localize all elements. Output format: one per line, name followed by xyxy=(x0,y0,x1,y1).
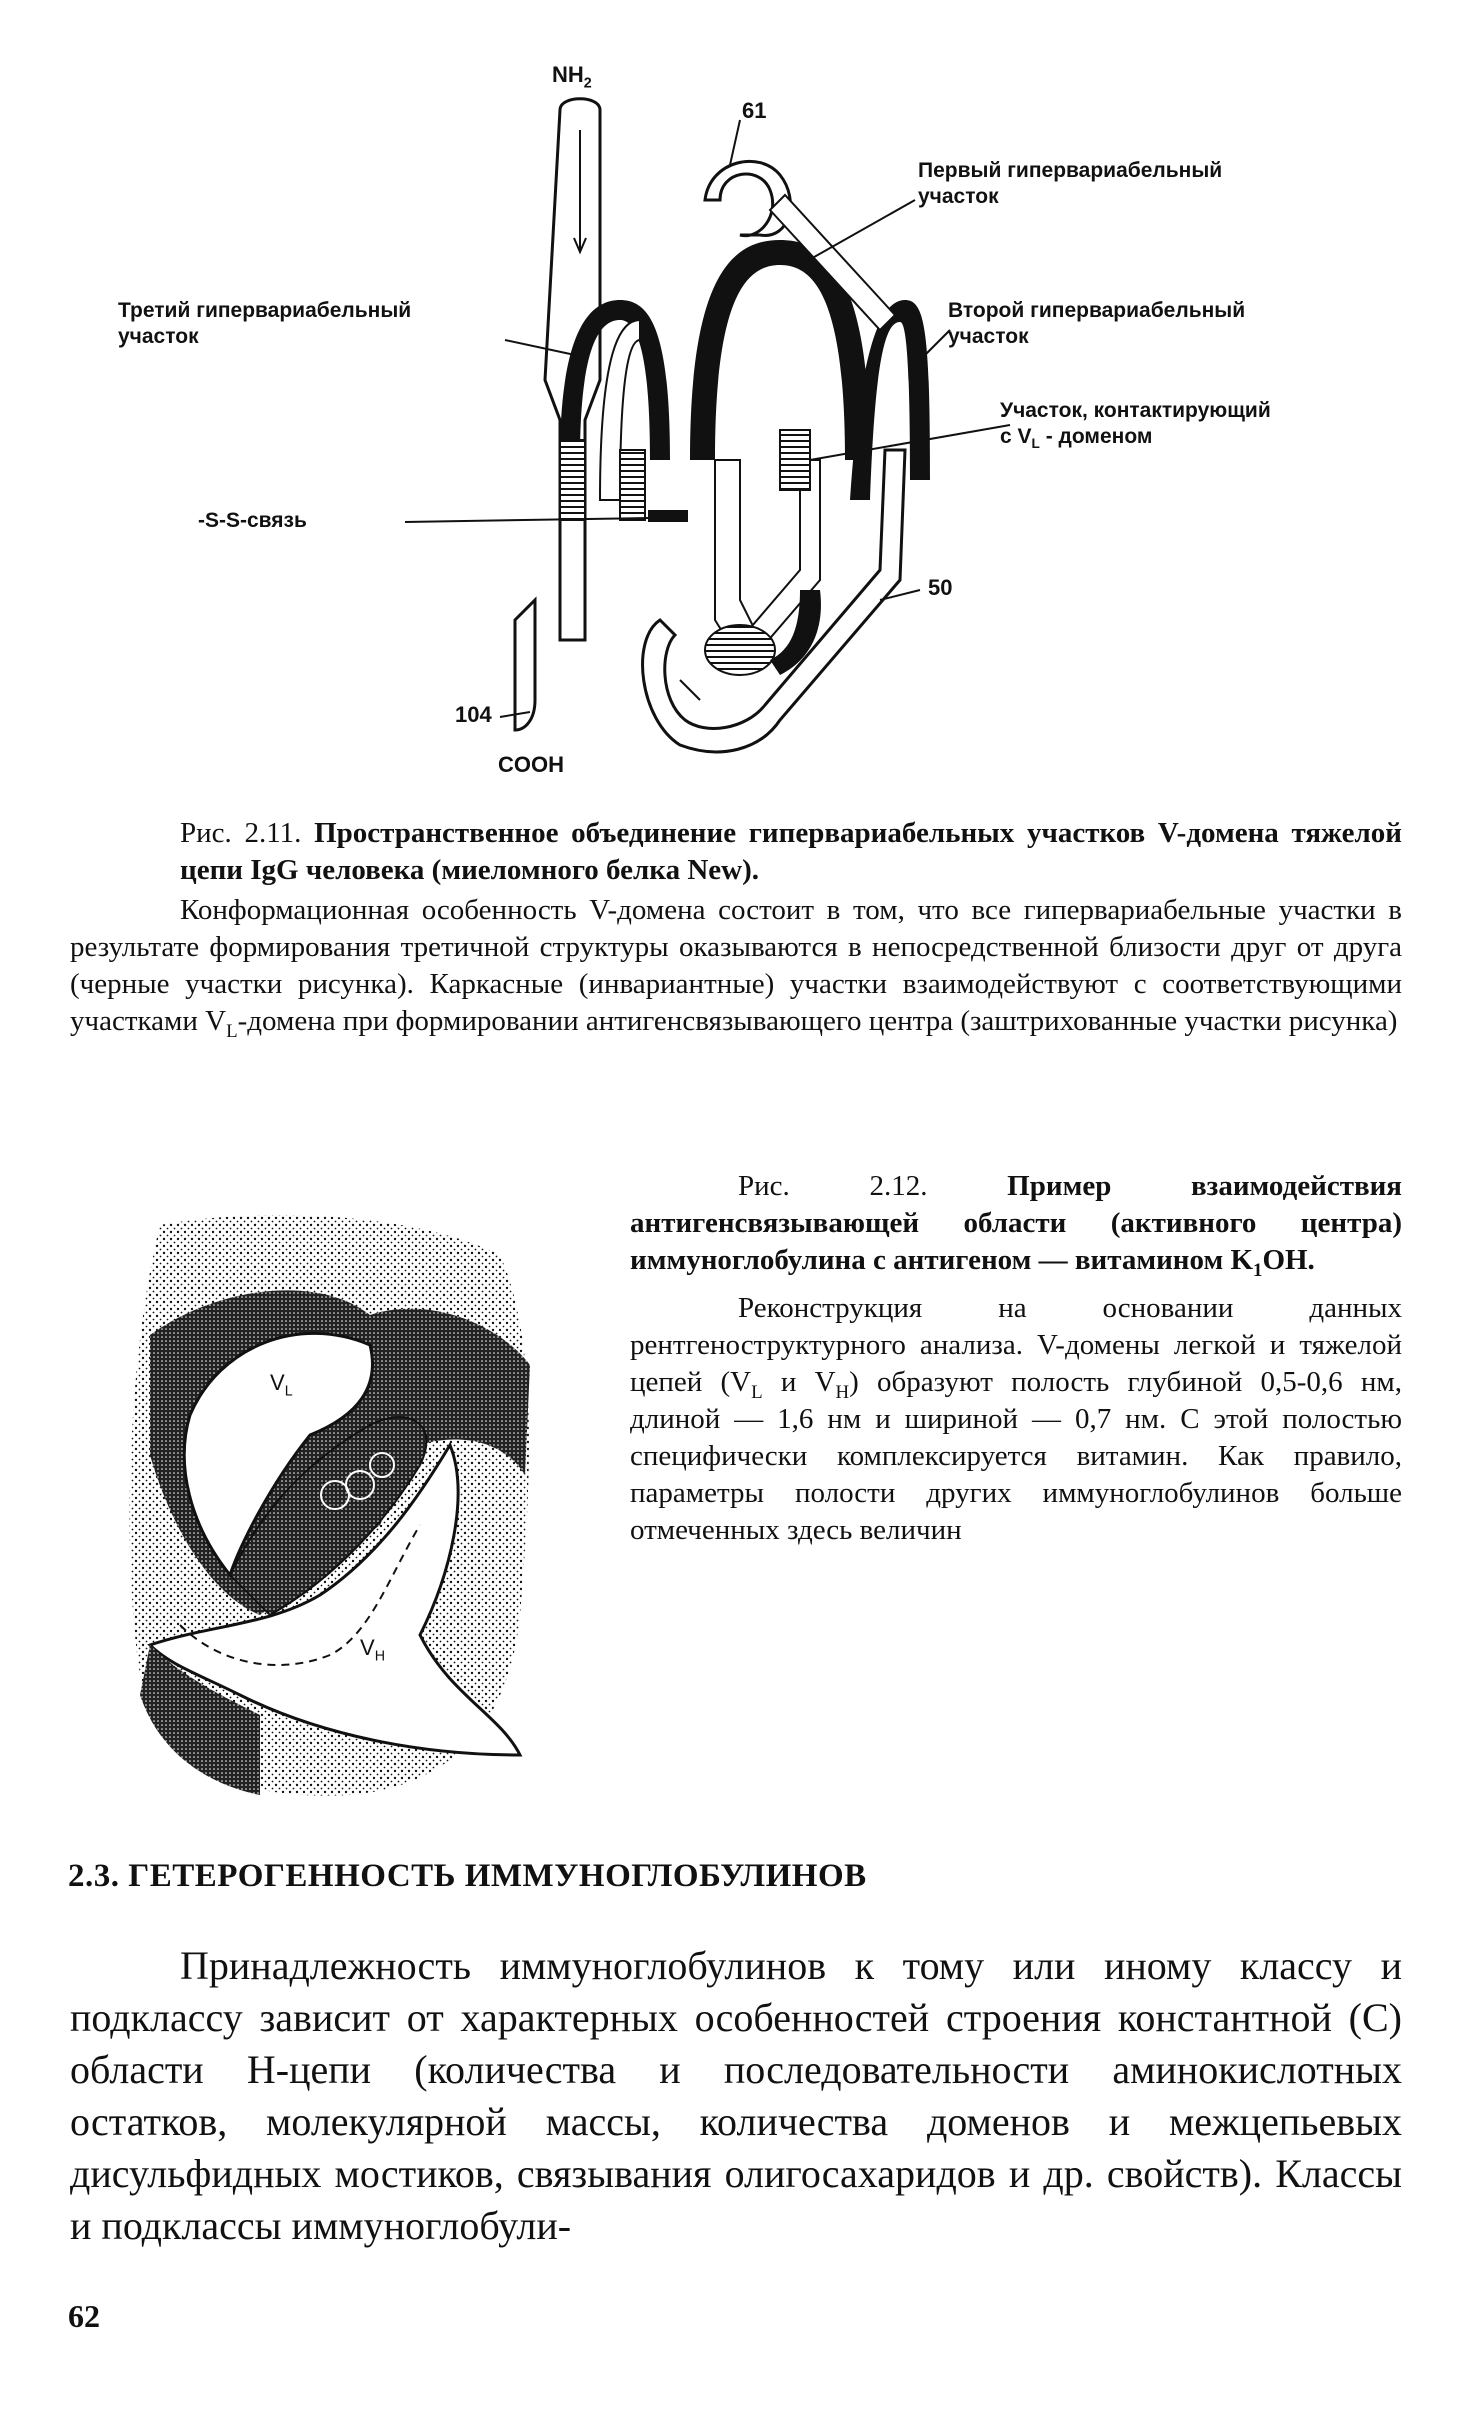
figure-2-12 xyxy=(120,1195,550,1810)
label-second-hypervariable xyxy=(948,298,1245,350)
label-third-hypervariable xyxy=(118,298,411,350)
caption-2-12-title: Пример взаимодействия антигенсвязывающей области (активного центра) иммуноглобулина с антигеном — витамином $K_1OH$. xyxy=(630,1170,1402,1281)
caption-2-11-title: Пространственное объединение гипервариабельных участков V-домена тяжелой цепи IgG человека (миеломного белка New). xyxy=(180,817,1403,886)
label-third-hypervariable-line2: участок xyxy=(118,325,199,348)
label-vh: $V_H$ xyxy=(360,1635,386,1665)
caption-2-11-number: Рис. 2.11. xyxy=(180,817,302,849)
figure-2-11 xyxy=(0,0,1480,800)
figure-2-12-drawing xyxy=(120,1195,550,1810)
label-first-hypervariable xyxy=(918,158,1222,210)
label-vl: $V_L$ xyxy=(270,1370,293,1400)
label-nh2: $NH_2$ xyxy=(552,62,592,92)
label-first-hypervariable-line2: участок xyxy=(918,185,999,208)
caption-2-12-number: Рис. 2.12. xyxy=(738,1170,928,1202)
label-second-hypervariable-line1: Второй гипервариабельный xyxy=(948,299,1246,322)
figure-2-12-description: Реконструкция на основании данных рентгеноструктурного анализа. V-домены легкой и тяжелой цепей ($V_L$ и $V_H$) образуют полость глубиной 0,5-0,6 нм, длиной — 1,6 нм и шириной — 0,7 нм. С этой полостью специфически комплексируется витамин. Как правило, параметры полости других иммуноглобулинов больше отмеченных здесь величин xyxy=(630,1292,1402,1546)
label-first-hypervariable-line1: Первый гипервариабельный xyxy=(918,159,1223,182)
figure-2-12-caption xyxy=(630,1168,1402,1279)
label-contact-region-line1: Участок, контактирующий xyxy=(1000,399,1271,422)
figure-2-11-caption xyxy=(180,815,1402,889)
label-second-hypervariable-line2: участок xyxy=(948,325,1029,348)
section-heading: 2.3. ГЕТЕРОГЕННОСТЬ ИММУНОГЛОБУЛИНОВ xyxy=(68,1858,867,1894)
label-contact-region-line2: с $V_L$ - доменом xyxy=(1000,425,1153,452)
section-body: Принадлежность иммуноглобулинов к тому или иному классу и подклассу зависит от характерных особенностей строения константной (С) области Н-цепи (количества и последовательности аминокислотных остатков, молекулярной массы, количества доменов и межцепьевых дисульфидных мостиков, связывания олигосахаридов и др. свойств). Классы и подклассы иммуноглобули- xyxy=(70,1943,1402,2248)
label-third-hypervariable-line1: Третий гипервариабельный xyxy=(118,299,412,322)
label-ss-bond: -S-S-связь xyxy=(198,509,307,532)
page-number: 62 xyxy=(68,2298,100,2334)
label-104: 104 xyxy=(455,702,492,727)
label-contact-region xyxy=(1000,398,1271,450)
figure-2-11-description: Конформационная особенность V-домена состоит в том, что все гипервариабельные участки в результате формирования третичной структуры оказываются в непосредственной близости друг от друга (черные участки рисунка). Каркасные (инвариантные) участки взаимодействуют с соответствующими участками $V_L$-домена при формировании антигенсвязывающего центра (заштрихованные участки рисунка) xyxy=(70,894,1402,1042)
label-50: 50 xyxy=(928,575,953,600)
label-cooh: COOH xyxy=(498,752,564,777)
label-61: 61 xyxy=(742,98,767,123)
